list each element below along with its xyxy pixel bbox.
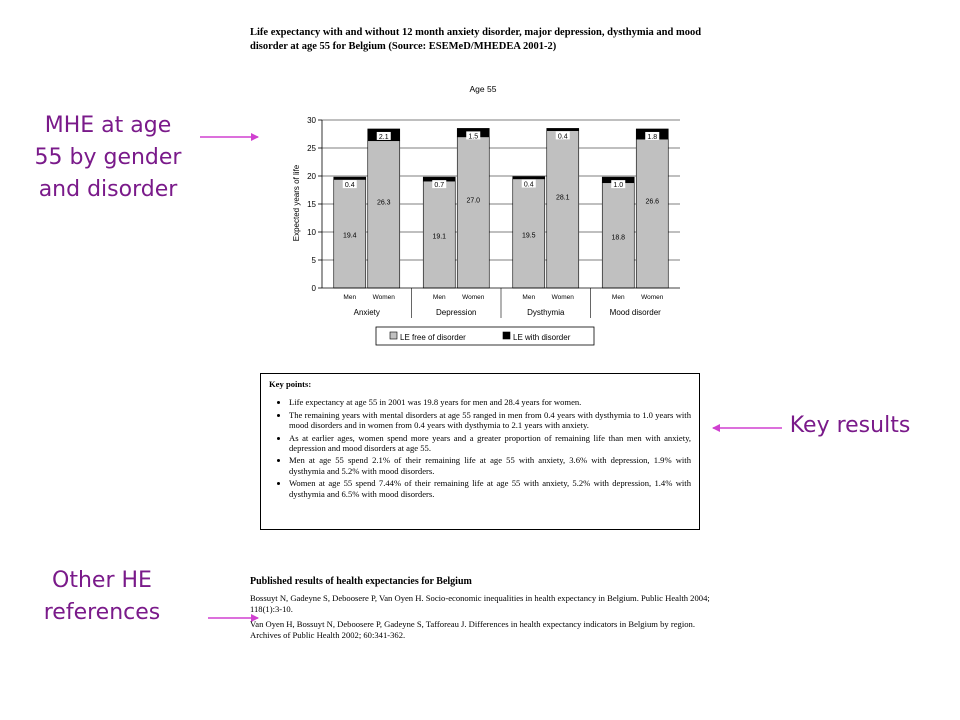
publications	[250, 576, 710, 645]
bar-le-disorder	[547, 128, 579, 130]
x-tick-label: Women	[551, 294, 574, 301]
annotation-mhe: MHE at age 55 by gender and disorder	[34, 113, 182, 202]
bar-le-disorder	[334, 177, 366, 179]
annotation-other-he: Other HE references	[43, 568, 161, 625]
figure-title: Life expectancy with and without 12 month anxiety disorder, major depression, dysthymia and mood disorder at age 55 for Belgium (Source: ESEMeD/MHEDEA 2001-2)	[250, 27, 702, 52]
bar-le-free	[547, 131, 579, 288]
x-tick-label: Women	[641, 294, 664, 301]
data-label-disorder: 0.4	[557, 133, 568, 141]
x-tick-label: Men	[522, 294, 536, 301]
y-tick-label: 25	[307, 144, 316, 153]
data-label-disorder: 1.8	[647, 133, 658, 141]
group-label: Dysthymia	[527, 308, 565, 317]
legend-label-free: LE free of disorder	[400, 333, 466, 342]
data-label-disorder: 0.4	[523, 181, 534, 189]
y-tick-label: 10	[307, 228, 316, 237]
data-label-disorder: 2.1	[378, 133, 389, 141]
y-tick-label: 15	[307, 200, 316, 209]
data-label-disorder: 1.5	[468, 133, 479, 141]
bar-le-free	[457, 137, 489, 288]
y-axis-label: Expected years of life	[292, 164, 301, 242]
chart-title: Age 55	[469, 84, 497, 94]
key-point-item: • As at earlier ages, women spend more years and a greater proportion of remaining life than men with anxiety, depression and mood disorders at age 55.	[289, 433, 691, 454]
group-label: Anxiety	[353, 308, 380, 317]
data-label-free: 18.8	[611, 234, 626, 242]
key-points-list	[269, 397, 691, 499]
data-label-free: 19.4	[342, 232, 357, 240]
data-label-free: 26.6	[645, 198, 660, 206]
data-label-disorder: 0.4	[344, 182, 355, 190]
group-label: Depression	[436, 308, 477, 317]
x-tick-label: Men	[432, 294, 446, 301]
x-tick-label: Men	[343, 294, 357, 301]
bar-le-free	[636, 139, 668, 288]
group-label: Mood disorder	[609, 308, 661, 317]
y-tick-label: 20	[307, 172, 316, 181]
x-tick-label: Men	[611, 294, 625, 301]
key-points-heading: Key points:	[269, 379, 312, 389]
data-label-free: 28.1	[555, 194, 570, 202]
data-label-disorder: 1.0	[613, 182, 624, 190]
key-point-item: • Women at age 55 spend 7.44% of their remaining life at age 55 with anxiety, 5.2% with depression, 1.4% with dysthymia and 6.5% with mood disorders.	[289, 478, 691, 499]
bar-le-disorder	[513, 177, 545, 179]
x-tick-label: Women	[462, 294, 485, 301]
data-label-disorder: 0.7	[434, 182, 445, 190]
key-point-item: • Life expectancy at age 55 in 2001 was 19.8 years for men and 28.4 years for women.	[289, 397, 691, 407]
y-tick-label: 0	[311, 284, 316, 293]
data-label-free: 19.1	[432, 233, 447, 241]
data-label-free: 19.5	[521, 232, 536, 240]
legend-swatch-free	[390, 332, 397, 339]
y-tick-label: 5	[311, 256, 316, 265]
publications-heading: Published results of health expectancies for Belgium	[250, 576, 472, 587]
y-tick-label: 30	[307, 116, 316, 125]
key-point-item: • Men at age 55 spend 2.1% of their remaining life at age 55 with anxiety, 3.6% with depression, 1.9% with dysthymia and 5.2% with mood disorders.	[289, 455, 691, 476]
bar-le-free	[368, 141, 400, 288]
x-tick-label: Women	[372, 294, 395, 301]
key-points-box	[260, 373, 700, 530]
publication-ref: Van Oyen H, Bossuyt N, Deboosere P, Gadeyne S, Tafforeau J. Differences in health expectancy indicators in Belgium by region. Archives of Public Health 2002; 60:341-362.	[250, 619, 695, 640]
key-point-item: • The remaining years with mental disorders at age 55 ranged in men from 0.4 years with dysthymia to 1.0 years with mood disorders and in women from 0.4 years with dysthymia to 2.1 years with anxiety.	[289, 410, 691, 431]
annotation-key-results: Key results	[789, 413, 911, 438]
publication-ref: Bossuyt N, Gadeyne S, Deboosere P, Van Oyen H. Socio-economic inequalities in health expectancy in Belgium. Public Health 2004; 118(1):3-10.	[250, 593, 710, 614]
legend-label-disorder: LE with disorder	[513, 333, 571, 342]
data-label-free: 27.0	[466, 197, 481, 205]
legend-swatch-disorder	[503, 332, 510, 339]
data-label-free: 26.3	[376, 199, 391, 207]
